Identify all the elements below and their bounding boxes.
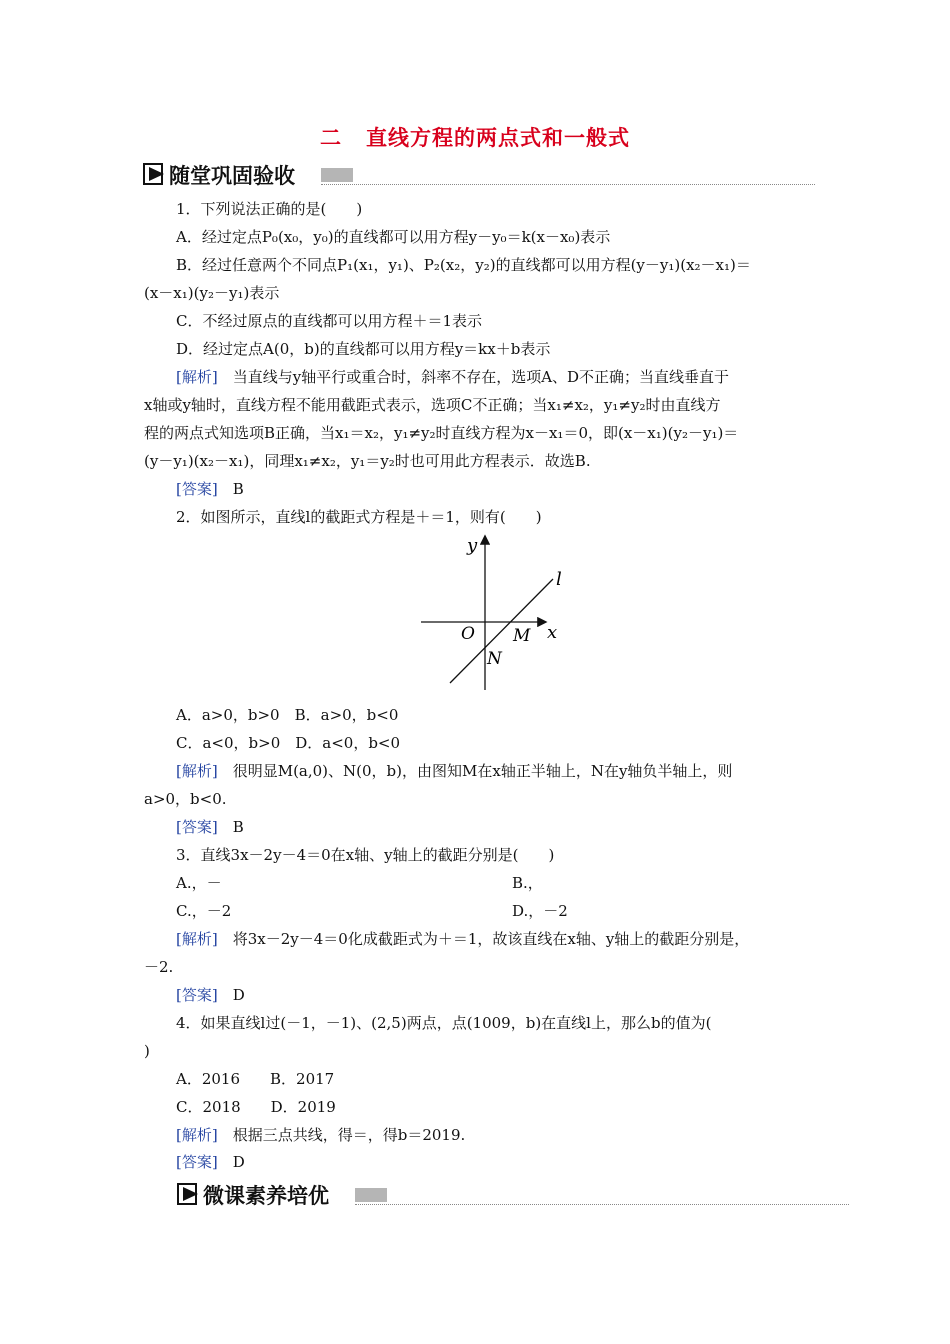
label-O: O [461, 624, 475, 644]
analysis-text: 当直线与y轴平行或重合时，斜率不存在，选项A、D不正确；当直线垂直于 [217, 368, 730, 386]
analysis-text: 根据三点共线，得＝，得b＝2019. [217, 1126, 466, 1144]
section-arrow-icon [177, 1183, 199, 1205]
section-bar [355, 1188, 387, 1202]
analysis-tag: [解析] [176, 762, 218, 780]
analysis-text: 将3x－2y－4＝0化成截距式为＋＝1，故该直线在x轴、y轴上的截距分别是， [217, 930, 750, 948]
analysis-tag: [解析] [176, 368, 218, 386]
q3-option-a: A.，－ [176, 874, 222, 892]
page-title [0, 122, 950, 152]
label-y: y [467, 535, 478, 556]
q3-option-c: C.，－2 [176, 902, 232, 920]
q4-stem: 4．如果直线l过(－1，－1)、(2,5)两点，点(1009，b)在直线l上，那么b的值为( [176, 1014, 712, 1032]
q1-option-c: C．不经过原点的直线都可以用方程＋＝1表示 [176, 312, 483, 330]
q1-analysis-2: x轴或y轴时，直线方程不能用截距式表示，选项C不正确；当x₁≠x₂，y₁≠y₂时由直线方 [144, 396, 721, 414]
q2-analysis-2: a>0，b<0. [144, 790, 227, 808]
q1-option-d: D．经过定点A(0，b)的直线都可以用方程y＝kx＋b表示 [176, 340, 551, 358]
q2-answer [176, 817, 244, 837]
q4-options-cd: C．2018 D．2019 [176, 1098, 336, 1116]
q4-stem-cont: ) [144, 1042, 150, 1060]
section-rule [355, 1204, 849, 1205]
answer-text: D [217, 1153, 245, 1171]
analysis-text: 很明显M(a,0)、N(0，b)，由图知M在x轴正半轴上，N在y轴负半轴上，则 [217, 762, 733, 780]
q3-analysis-2: －2. [144, 958, 174, 976]
answer-text: B [217, 480, 244, 498]
q2-options-cd: C．a<0，b>0 D．a<0，b<0 [176, 734, 401, 752]
analysis-tag: [解析] [176, 930, 218, 948]
title-text: 直线方程的两点式和一般式 [366, 126, 630, 150]
q1-option-b-cont: (x－x₁)(y₂－y₁)表示 [144, 284, 280, 302]
answer-tag: [答案] [176, 818, 218, 836]
analysis-tag: [解析] [176, 1126, 218, 1144]
q2-analysis [176, 761, 732, 781]
section-header-2 [177, 1180, 849, 1210]
section-title-2: 微课素养培优 [203, 1184, 329, 1208]
answer-tag: [答案] [176, 1153, 218, 1171]
q4-answer [176, 1152, 245, 1172]
q1-option-b: B．经过任意两个不同点P₁(x₁，y₁)、P₂(x₂，y₂)的直线都可以用方程(y－y₁)(x₂－x₁)＝ [176, 256, 751, 274]
q3-option-b: B.， [512, 874, 543, 892]
section-bar [321, 168, 353, 182]
q3-stem: 3．直线3x－2y－4＝0在x轴、y轴上的截距分别是( ) [176, 846, 555, 864]
q1-analysis-3: 程的两点式知选项B正确，当x₁＝x₂，y₁≠y₂时直线方程为x－x₁＝0，即(x－x₁)(y₂－y₁)＝ [144, 424, 739, 442]
answer-tag: [答案] [176, 480, 218, 498]
answer-text: B [217, 818, 244, 836]
q4-options-ab: A．2016 B．2017 [176, 1070, 335, 1088]
section-header-1 [143, 160, 815, 190]
q1-stem: 1．下列说法正确的是( ) [176, 200, 363, 218]
q3-option-d: D.，－2 [512, 902, 568, 920]
label-l: l [556, 569, 562, 590]
q2-stem: 2．如图所示，直线l的截距式方程是＋＝1，则有( ) [176, 508, 542, 526]
label-N: N [487, 649, 502, 669]
section-rule [321, 184, 815, 185]
q2-figure-graph [415, 533, 575, 695]
section-arrow-icon [143, 163, 165, 185]
q2-options-ab: A．a>0，b>0 B．a>0，b<0 [176, 706, 399, 724]
q3-analysis [176, 929, 749, 949]
answer-text: D [217, 986, 245, 1004]
section-title-1: 随堂巩固验收 [169, 164, 295, 188]
q4-analysis [176, 1125, 465, 1145]
label-M: M [513, 626, 531, 646]
title-number: 二 [320, 126, 342, 150]
q1-answer [176, 479, 244, 499]
q1-analysis [176, 367, 729, 387]
answer-tag: [答案] [176, 986, 218, 1004]
q3-answer [176, 985, 245, 1005]
q1-analysis-4: (y－y₁)(x₂－x₁)，同理x₁≠x₂，y₁＝y₂时也可用此方程表示．故选B. [144, 452, 591, 470]
q1-option-a: A．经过定点P₀(x₀，y₀)的直线都可以用方程y－y₀＝k(x－x₀)表示 [176, 228, 611, 246]
label-x: x [547, 622, 558, 643]
